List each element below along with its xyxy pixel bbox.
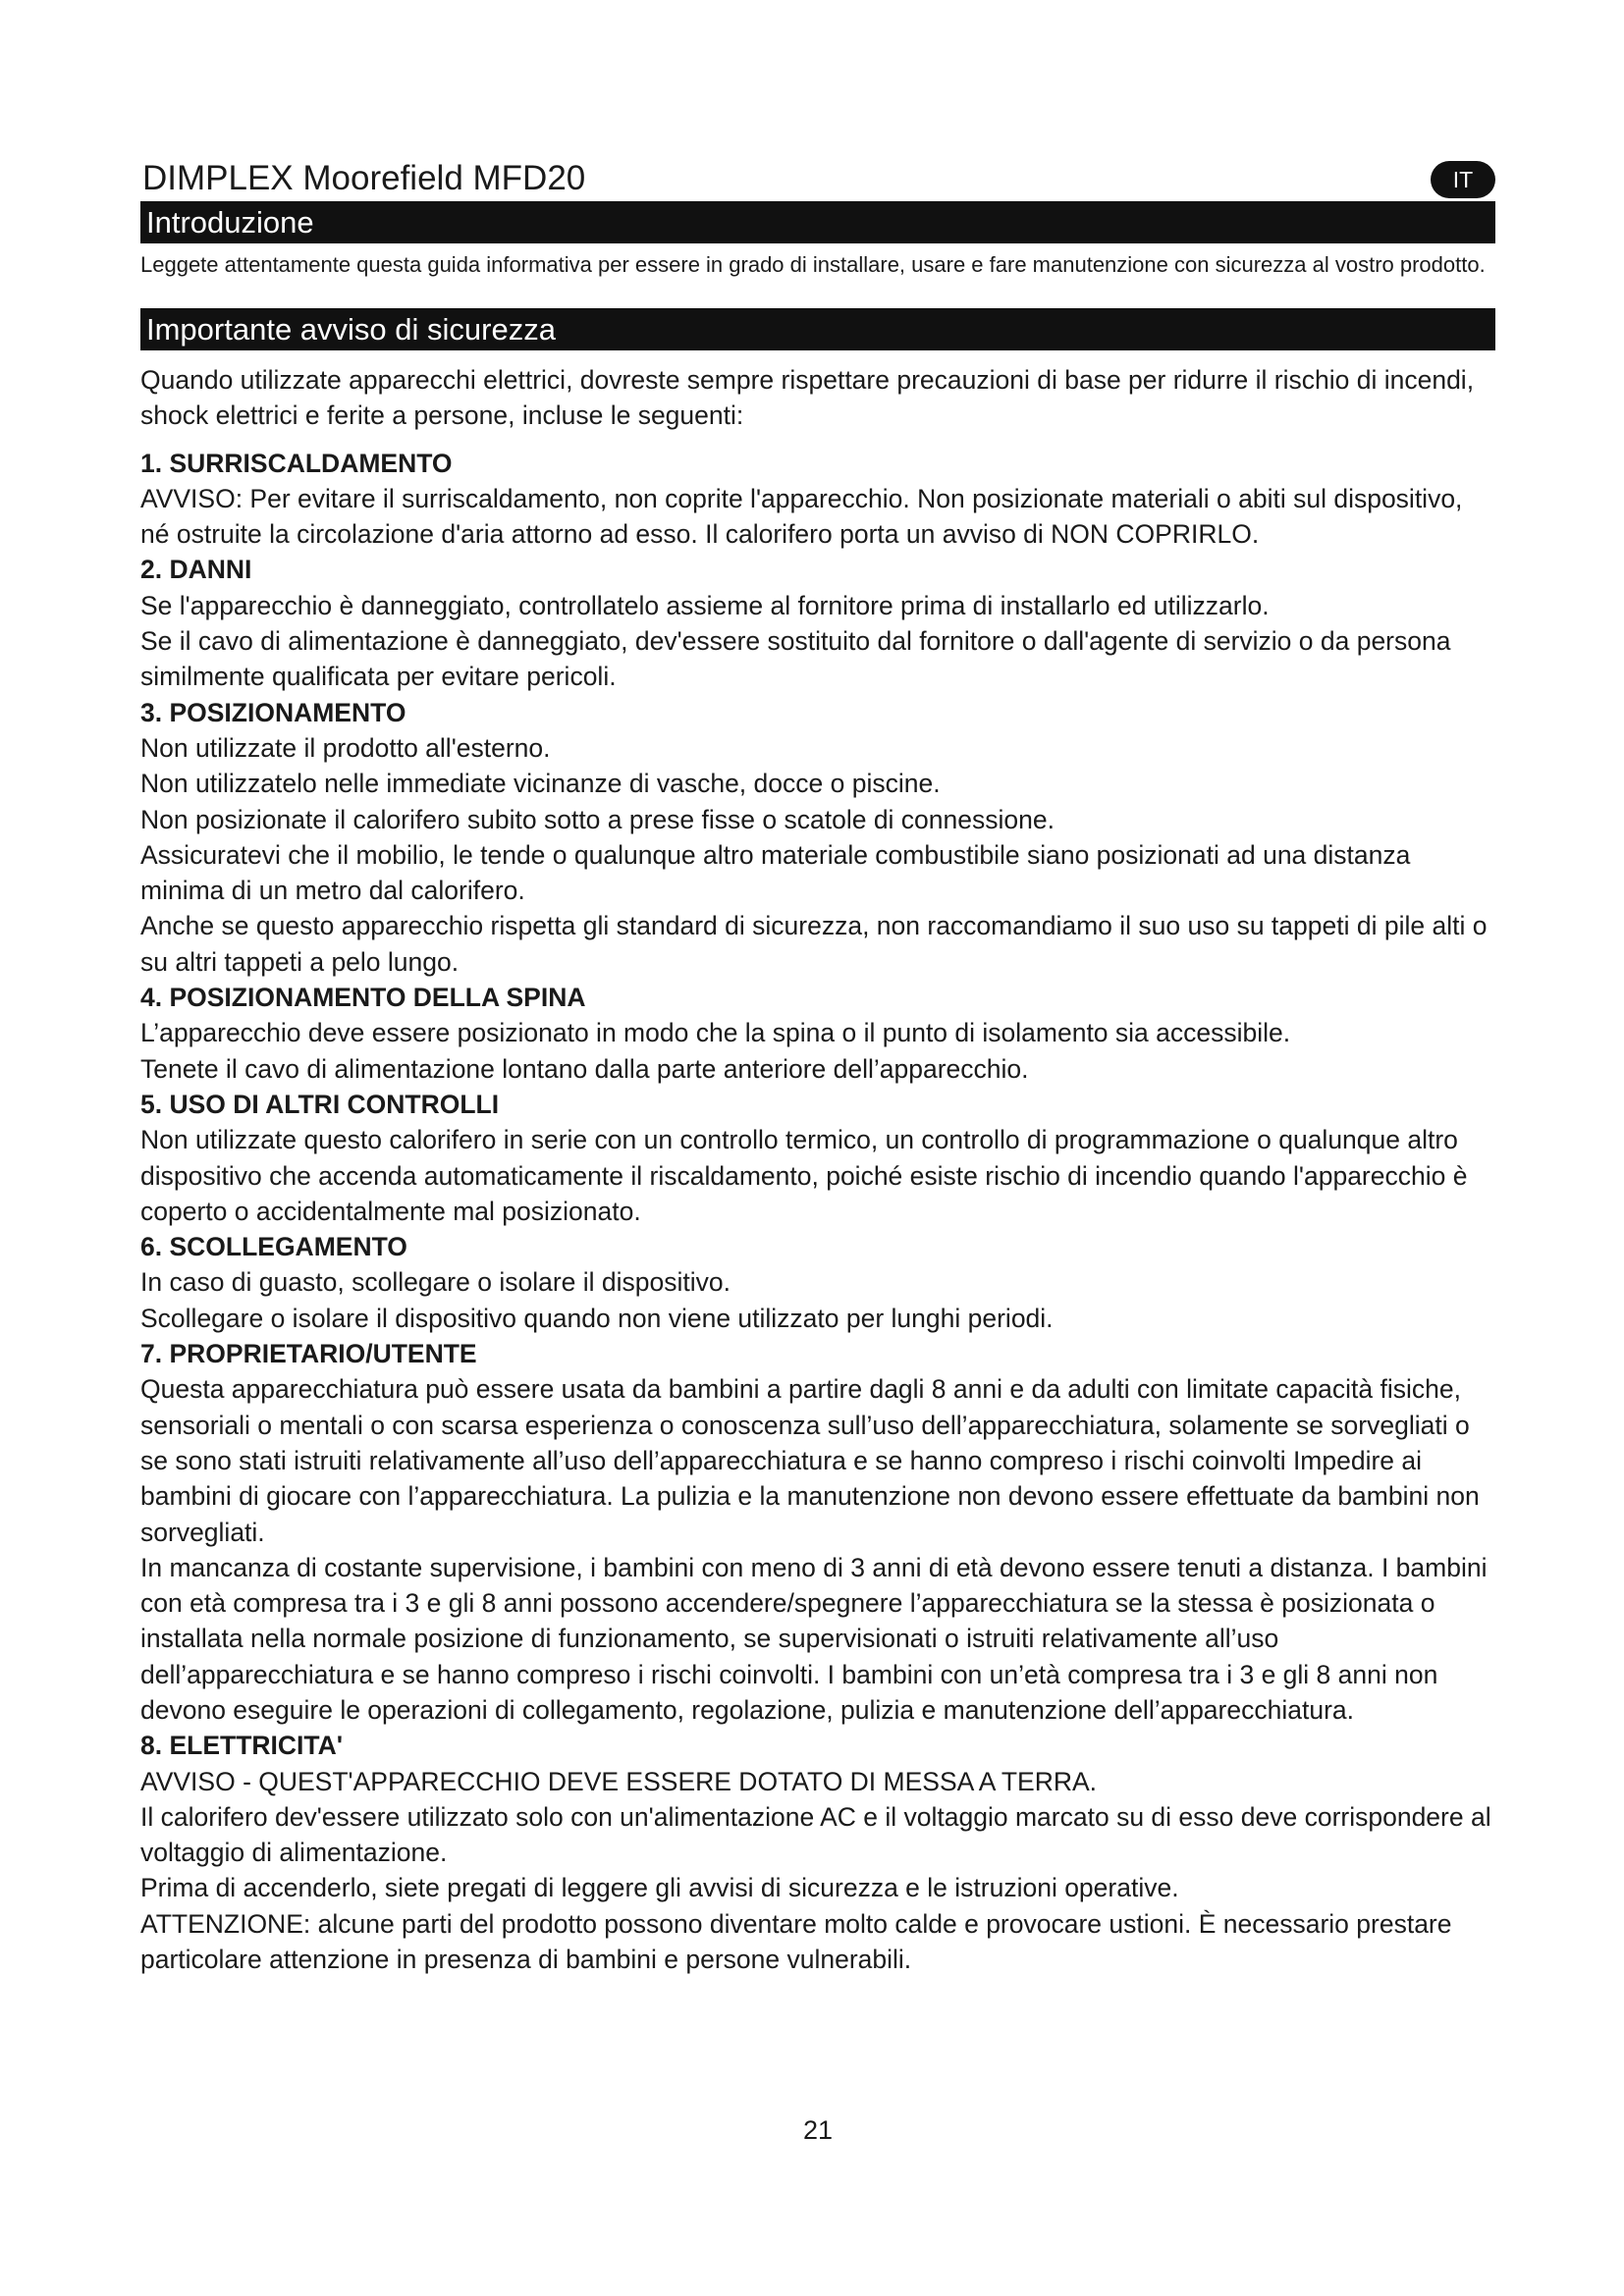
safety-section — [140, 980, 1495, 1087]
section-paragraph: Prima di accenderlo, siete pregati di leggere gli avvisi di sicurezza e le istruzioni operative. — [140, 1873, 1179, 1903]
section-paragraph: In caso di guasto, scollegare o isolare il dispositivo. — [140, 1267, 731, 1298]
section-heading: 4. POSIZIONAMENTO DELLA SPINA — [140, 983, 586, 1013]
section-paragraph: Se l'apparecchio è danneggiato, controllatelo assieme al fornitore prima di installarlo ed utilizzarlo. — [140, 590, 1270, 620]
section-bar-safety-notice: Importante avviso di sicurezza — [140, 308, 1495, 350]
section-paragraph: ATTENZIONE: alcune parti del prodotto possono diventare molto calde e provocare ustioni. È necessario prestare particolare attenzione in presenza di bambini e persone vulnerabili. — [140, 1908, 1452, 1975]
section-heading: 2. DANNI — [140, 555, 252, 585]
safety-section — [140, 1229, 1495, 1336]
section-paragraph: Non utilizzate questo calorifero in serie con un controllo termico, un controllo di programmazione o qualunque altro dispositivo che accenda automaticamente il riscaldamento, poiché esiste rischio di incendio quando l'apparecchio è coperto o accidentalmente mal posizionato. — [140, 1125, 1468, 1226]
section-paragraph: Non utilizzate il prodotto all'esterno. — [140, 732, 551, 763]
section-paragraph: Se il cavo di alimentazione è danneggiato, dev'essere sostituito dal fornitore o dall'agente di servizio o da persona similmente qualificata per evitare pericoli. — [140, 626, 1451, 692]
safety-section — [140, 446, 1495, 553]
section-heading: 6. SCOLLEGAMENTO — [140, 1232, 407, 1262]
section-paragraph: Scollegare o isolare il dispositivo quando non viene utilizzato per lunghi periodi. — [140, 1303, 1054, 1333]
safety-section — [140, 695, 1495, 980]
section-paragraph: Non posizionate il calorifero subito sotto a prese fisse o scatole di connessione. — [140, 804, 1055, 834]
safety-section — [140, 1728, 1495, 1977]
section-heading: 8. ELETTRICITA' — [140, 1731, 344, 1761]
section-paragraph: AVVISO - QUEST'APPARECCHIO DEVE ESSERE DOTATO DI MESSA A TERRA. — [140, 1766, 1098, 1796]
safety-section — [140, 552, 1495, 694]
section-paragraph: L’apparecchio deve essere posizionato in modo che la spina o il punto di isolamento sia accessibile. — [140, 1018, 1291, 1048]
section-paragraph: Anche se questo apparecchio rispetta gli standard di sicurezza, non raccomandiamo il suo uso su tappeti di pile alti o su altri tappeti a pelo lungo. — [140, 911, 1488, 977]
section-bar-introduction: Introduzione — [140, 201, 1495, 243]
section-paragraph: Non utilizzatelo nelle immediate vicinanze di vasche, docce o piscine. — [140, 769, 941, 799]
section-paragraph: Tenete il cavo di alimentazione lontano dalla parte anteriore dell’apparecchio. — [140, 1053, 1029, 1084]
safety-section — [140, 1336, 1495, 1728]
section-paragraph: Il calorifero dev'essere utilizzato solo con un'alimentazione AC e il voltaggio marcato su di esso deve corrispondere al voltaggio di alimentazione. — [140, 1801, 1491, 1868]
section-heading: 1. SURRISCALDAMENTO — [140, 448, 453, 478]
safety-content — [140, 362, 1495, 1977]
page-number: 21 — [802, 2115, 834, 2145]
introduction-text: Leggete attentamente questa guida informativa per essere in grado di installare, usare e fare manutenzione con sicurezza al vostro prodotto. — [140, 252, 1486, 277]
section-heading: 7. PROPRIETARIO/UTENTE — [140, 1339, 477, 1369]
section-paragraph: Assicuratevi che il mobilio, le tende o qualunque altro materiale combustibile siano posizionati ad una distanza minima di un metro dal calorifero. — [140, 839, 1411, 906]
section-paragraph: In mancanza di costante supervisione, i bambini con meno di 3 anni di età devono essere tenuti a distanza. I bambini con età compresa tra i 3 e gli 8 anni possono accendere/spegnere l’apparecchiatura se la stessa è posizionata o installata nella normale posizione di funzionamento, se supervisionati o istruiti relativamente all’uso dell’apparecchiatura e se hanno compreso i rischi coinvolti. I bambini con un’età compresa tra i 3 e gli 8 anni non devono eseguire le operazioni di collegamento, regolazione, pulizia e manutenzione dell’apparecchiatura. — [140, 1552, 1488, 1725]
safety-lead-text: Quando utilizzate apparecchi elettrici, dovreste sempre rispettare precauzioni di base per ridurre il rischio di incendi, shock elettrici e ferite a persone, incluse le seguenti: — [140, 365, 1475, 431]
document-title: DIMPLEX Moorefield MFD20 — [142, 159, 586, 197]
section-paragraph: AVVISO: Per evitare il surriscaldamento, non coprite l'apparecchio. Non posizionate materiali o abiti sul dispositivo, né ostruite la circolazione d'aria attorno ad esso. Il calorifero porta un avviso di NON COPRIRLO. — [140, 483, 1463, 550]
language-badge: IT — [1431, 161, 1495, 198]
document-header — [140, 157, 1495, 200]
safety-section — [140, 1087, 1495, 1229]
section-paragraph: Questa apparecchiatura può essere usata da bambini a partire dagli 8 anni e da adulti con limitate capacità fisiche, sensoriali o mentali o con scarsa esperienza o conoscenza sull’uso dell’apparecchiatura, solamente se sorvegliati o se sono stati istruiti relativamente all’uso dell’apparecchiatura e se hanno compreso i rischi coinvolti Impedire ai bambini di giocare con l’apparecchiatura. La pulizia e la manutenzione non devono essere effettuate da bambini non sorvegliati. — [140, 1374, 1480, 1547]
section-heading: 5. USO DI ALTRI CONTROLLI — [140, 1089, 500, 1119]
section-heading: 3. POSIZIONAMENTO — [140, 697, 406, 727]
